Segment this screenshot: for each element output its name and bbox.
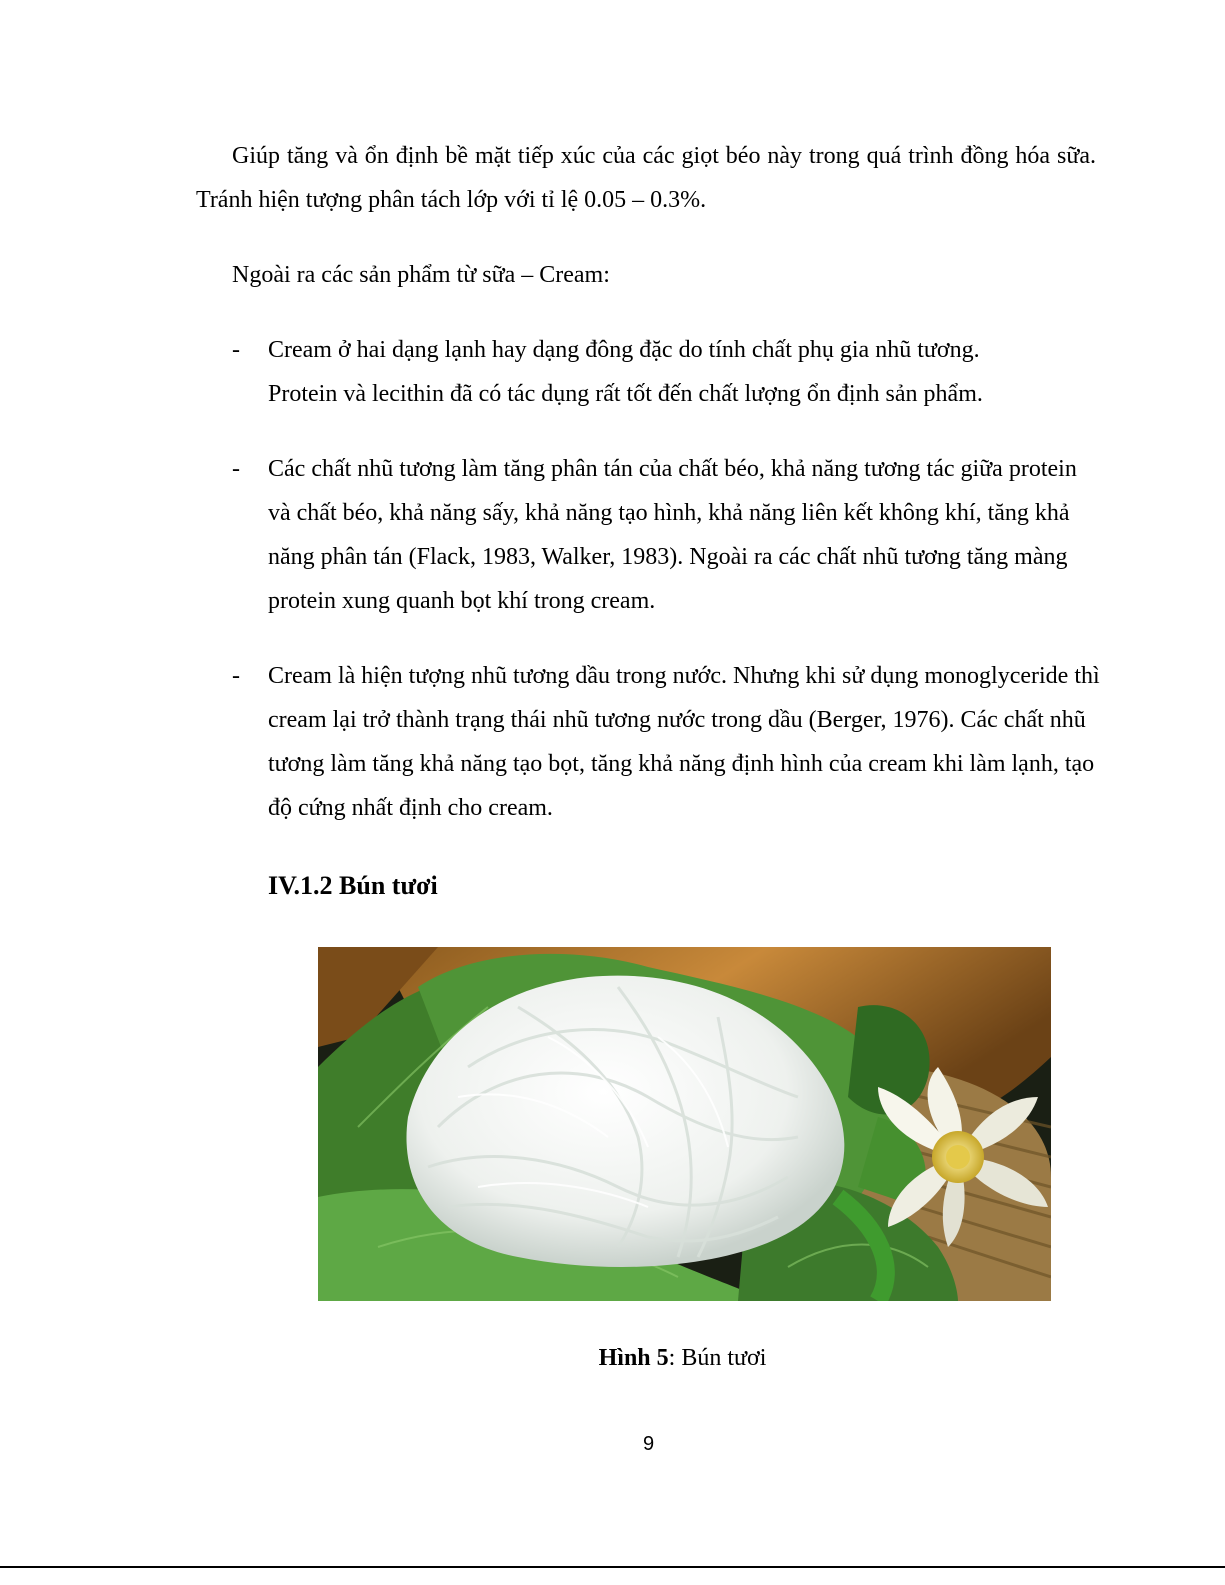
bullet-text: Cream là hiện tượng nhũ tương dầu trong nước. Nhưng khi sử dụng monoglyceride thì cream lại trở thành trạng thái nhũ tương nước trong dầu (Berger, 1976). Các chất nhũ tương làm tăng khả năng tạo bọt, tăng khả năng định hình của cream khi làm lạnh, tạo độ cứng nhất định cho cream. (268, 663, 1100, 821)
figure-caption (0, 1340, 1225, 1376)
figure-caption-label: Hình 5 (598, 1345, 669, 1371)
list-item (232, 328, 1102, 416)
bullet-text-line-2: Protein và lecithin đã có tác dụng rất tốt đến chất lượng ổn định sản phẩm. (268, 381, 983, 407)
bullet-dash: - (232, 663, 240, 689)
section-heading: IV.1.2 Bún tươi (268, 871, 438, 900)
page-bottom-rule (0, 1566, 1225, 1568)
bullet-text: Các chất nhũ tương làm tăng phân tán của chất béo, khả năng tương tác giữa protein và chất béo, khả năng sấy, khả năng tạo hình, khả năng liên kết không khí, tăng khả năng phân tán (Flack, 1983, Walker, 1983). Ngoài ra các chất nhũ tương tăng màng protein xung quanh bọt khí trong cream. (268, 456, 1077, 614)
paragraph-emulsifier-effect: Giúp tăng và ổn định bề mặt tiếp xúc của các giọt béo này trong quá trình đồng hóa sữa. Tránh hiện tượng phân tách lớp với tỉ lệ 0.05 – 0.3%. (196, 143, 1096, 213)
bullet-dash: - (232, 337, 240, 363)
page-number: 9 (642, 1433, 655, 1455)
bun-noodles-photo-illustration (318, 947, 1051, 1301)
figure-caption-text: : Bún tươi (668, 1345, 767, 1371)
paragraph-cream-intro: Ngoài ra các sản phẩm từ sữa – Cream: (232, 262, 610, 288)
list-item (232, 447, 1102, 623)
bullet-dash: - (232, 456, 240, 482)
figure-bun-tuoi-photo (318, 947, 1051, 1301)
list-item (232, 654, 1102, 830)
cream-bullet-list (232, 328, 1102, 861)
bullet-text-line-1: Cream ở hai dạng lạnh hay dạng đông đặc do tính chất phụ gia nhũ tương. (268, 337, 980, 363)
